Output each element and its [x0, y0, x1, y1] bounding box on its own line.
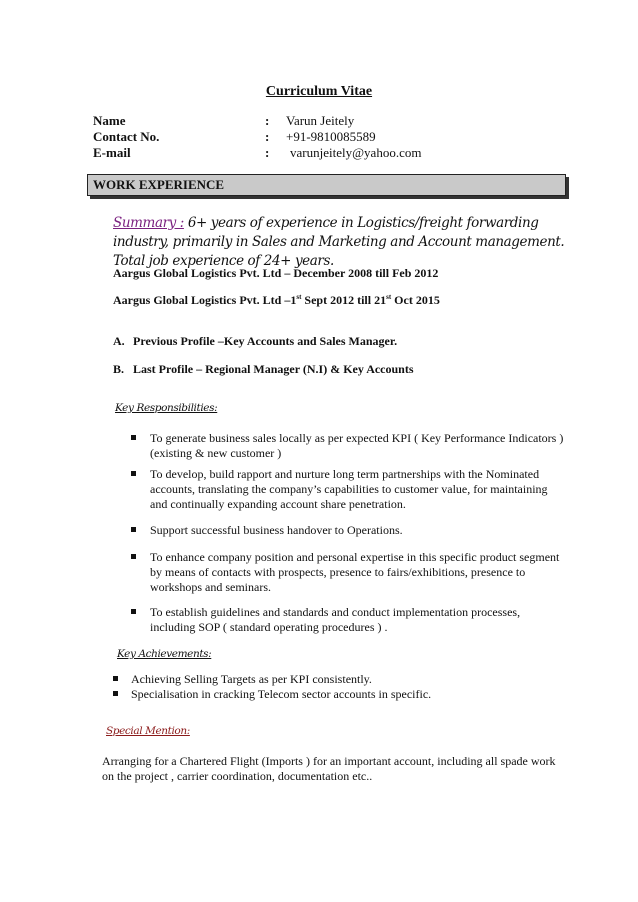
- email-value: varunjeitely@yahoo.com: [290, 145, 422, 160]
- achievements-heading: Key Achievements:: [117, 648, 212, 660]
- email-label: E-mail: [93, 145, 131, 160]
- list-item: Achieving Selling Targets as per KPI consistently.: [131, 672, 372, 687]
- bullet-icon: [131, 435, 136, 440]
- profile-letter: B.: [113, 362, 125, 376]
- bullet-icon: [131, 527, 136, 532]
- bullet-icon: [131, 471, 136, 476]
- job-entry: Aargus Global Logistics Pvt. Ltd –1st Sept 2012 till 21st Oct 2015: [113, 293, 440, 307]
- name-colon: :: [265, 113, 270, 128]
- summary-text: 6+ years of experience in Logistics/freight forwarding industry, primarily in Sales and Marketing and Account management. Total job experience of 24+ years.: [113, 215, 565, 269]
- list-item: Specialisation in cracking Telecom sector accounts in specific.: [131, 687, 431, 702]
- name-value: Varun Jeitely: [286, 113, 355, 128]
- page-title: Curriculum Vitae: [265, 84, 373, 99]
- bullet-icon: [113, 691, 118, 696]
- profile-item-previous: [113, 334, 398, 349]
- email-colon: :: [265, 145, 270, 160]
- list-item: To generate business sales locally as per expected KPI ( Key Performance Indicators ) (existing & new customer ): [150, 431, 563, 461]
- bullet-icon: [131, 554, 136, 559]
- special-mention-text: Arranging for a Chartered Flight (Imports ) for an important account, including all spade work on the project , carrier coordination, documentation etc..: [102, 754, 556, 783]
- contact-value: +91-9810085589: [286, 129, 376, 144]
- summary-paragraph: [113, 214, 573, 271]
- bullet-icon: [113, 676, 118, 681]
- list-item: To establish guidelines and standards and conduct implementation processes, including SOP ( standard operating procedures ) .: [150, 605, 520, 635]
- profile-text: Previous Profile –Key Accounts and Sales Manager.: [133, 334, 398, 348]
- section-title: WORK EXPERIENCE: [93, 177, 225, 192]
- bullet-icon: [131, 609, 136, 614]
- contact-label: Contact No.: [93, 129, 160, 144]
- list-item: Support successful business handover to Operations.: [150, 523, 403, 538]
- list-item: To enhance company position and personal expertise in this specific product segment by means of contacts with prospects, presence to fairs/exhibitions, presence to workshops and seminars.: [150, 550, 559, 595]
- list-item: To develop, build rapport and nurture long term partnerships with the Nominated accounts, translating the company’s capabilities to customer value, for maintaining and continually expanding account share penetration.: [150, 467, 548, 512]
- profile-text: Last Profile – Regional Manager (N.I) & Key Accounts: [133, 362, 414, 376]
- summary-label: Summary :: [113, 215, 184, 231]
- contact-colon: :: [265, 129, 270, 144]
- job-entry: Aargus Global Logistics Pvt. Ltd – December 2008 till Feb 2012: [113, 266, 439, 280]
- responsibilities-heading: Key Responsibilities:: [115, 402, 218, 414]
- special-mention-heading: Special Mention:: [106, 725, 190, 737]
- name-label: Name: [93, 113, 126, 128]
- section-header-work-experience: [87, 174, 566, 196]
- profile-item-last: [113, 362, 414, 377]
- profile-letter: A.: [113, 334, 125, 348]
